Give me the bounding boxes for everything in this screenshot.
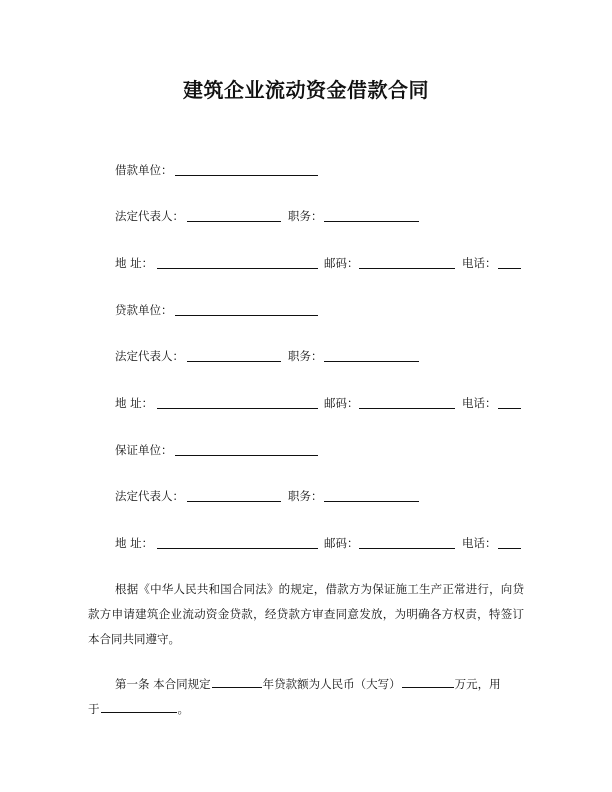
lender-address-label: 地 址： — [115, 396, 154, 410]
borrower-phone-label: 电话： — [462, 256, 497, 270]
article-1-text-e: 。 — [177, 702, 189, 716]
document-title: 建筑企业流动资金借款合同 — [183, 78, 429, 102]
borrower-rep-blank[interactable] — [187, 221, 281, 222]
borrower-postcode-label: 邮码： — [324, 256, 359, 270]
article-1-text-d: 于 — [88, 702, 100, 716]
guarantor-position-label: 职务： — [288, 489, 323, 503]
guarantor-phone-blank[interactable] — [498, 548, 521, 549]
lender-rep-blank[interactable] — [187, 361, 281, 362]
lender-position-label: 职务： — [288, 349, 323, 363]
guarantor-rep-blank[interactable] — [187, 501, 281, 502]
guarantor-postcode-label: 邮码： — [324, 536, 359, 550]
article-1-text-a: 第一条 本合同规定 — [115, 677, 211, 691]
lender-position-blank[interactable] — [324, 361, 419, 362]
borrower-position-blank[interactable] — [324, 221, 419, 222]
lender-unit-blank[interactable] — [175, 315, 318, 316]
guarantor-address-label: 地 址： — [115, 536, 154, 550]
guarantor-position-blank[interactable] — [324, 501, 419, 502]
borrower-address-blank[interactable] — [157, 268, 318, 269]
guarantor-unit-blank[interactable] — [175, 455, 318, 456]
article-1-line2 — [88, 697, 189, 722]
borrower-position-label: 职务： — [288, 209, 323, 223]
lender-unit-label: 贷款单位： — [115, 303, 173, 317]
borrower-phone-blank[interactable] — [498, 268, 521, 269]
borrower-unit-blank[interactable] — [175, 175, 318, 176]
guarantor-rep-label: 法定代表人： — [115, 489, 184, 503]
lender-postcode-label: 邮码： — [324, 396, 359, 410]
lender-phone-blank[interactable] — [498, 408, 521, 409]
lender-phone-label: 电话： — [462, 396, 497, 410]
article-1-text-b: 年贷款额为人民币（大写） — [262, 677, 401, 691]
borrower-postcode-blank[interactable] — [359, 268, 455, 269]
lender-postcode-blank[interactable] — [359, 408, 455, 409]
guarantor-unit-label: 保证单位： — [115, 443, 173, 457]
borrower-address-label: 地 址： — [115, 256, 154, 270]
article-1-purpose-blank[interactable] — [101, 712, 177, 713]
lender-rep-label: 法定代表人： — [115, 349, 184, 363]
guarantor-address-blank[interactable] — [157, 548, 318, 549]
guarantor-phone-label: 电话： — [462, 536, 497, 550]
lender-address-blank[interactable] — [157, 408, 318, 409]
borrower-unit-label: 借款单位： — [115, 163, 173, 177]
preamble-paragraph: 根据《中华人民共和国合同法》的规定，借款方为保证施工生产正常进行，向贷款方申请建筑企业流动资金贷款，经贷款方审查同意发放，为明确各方权责，特签订本合同共同遵守。 — [88, 582, 524, 646]
guarantor-postcode-blank[interactable] — [359, 548, 455, 549]
article-1-amount-blank[interactable] — [402, 687, 454, 688]
article-1-line1 — [88, 672, 524, 697]
article-1-text-c: 万元，用 — [454, 677, 501, 691]
borrower-rep-label: 法定代表人： — [115, 209, 184, 223]
article-1-years-blank[interactable] — [212, 687, 262, 688]
